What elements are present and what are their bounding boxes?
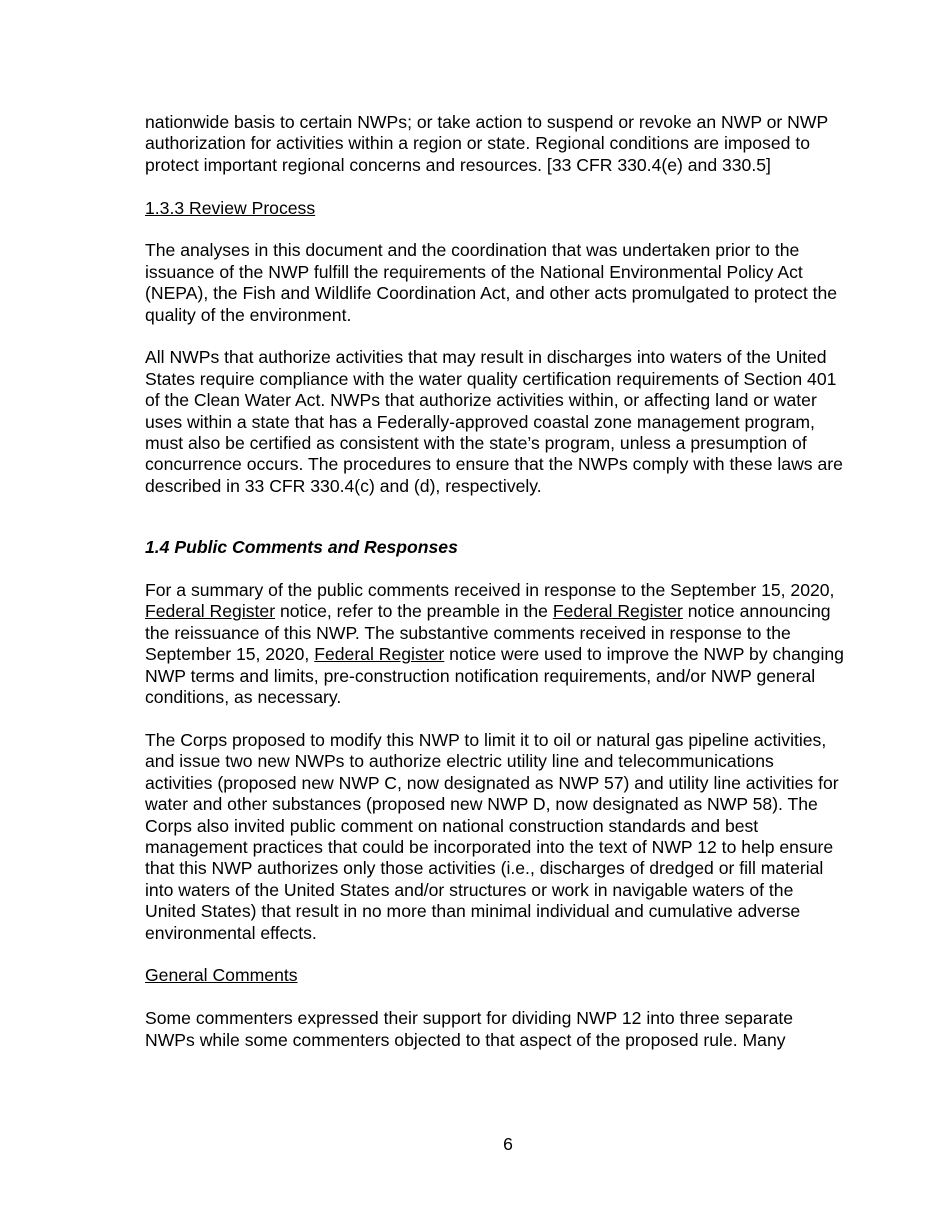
text-segment: notice, refer to the preamble in the (275, 601, 553, 622)
page-number: 6 (503, 1134, 513, 1154)
general-comments-paragraph: Some commenters expressed their support for dividing NWP 12 into three separate NWPs while some commenters objected to that aspect of the proposed rule. Many (145, 1008, 794, 1050)
subheading-general-comments: General Comments (145, 965, 298, 986)
review-paragraph-1: The analyses in this document and the coordination that was undertaken prior to the issuance of the NWP fulfill the requirements of the National Environmental Policy Act (NEPA), the Fish and Wildlife Coordination Act, and other acts promulgated to protect the quality of the environment. (145, 240, 838, 325)
document-body (145, 112, 845, 1051)
text-segment: For a summary of the public comments received in response to the September 15, 2020, (145, 580, 835, 601)
public-comments-paragraph-2: The Corps proposed to modify this NWP to limit it to oil or natural gas pipeline activities, and issue two new NWPs to authorize electric utility line and telecommunications activities (proposed new NWP C, now designated as NWP 57) and utility line activities for water and other substances (proposed new NWP D, now designated as NWP 58). The Corps also invited public comment on national construction standards and best management practices that could be incorporated into the text of NWP 12 to help ensure that this NWP authorizes only those activities (i.e., discharges of dredged or fill material into waters of the United States and/or structures or work in navigable waters of the United States) that result in no more than minimal individual and cumulative adverse environmental effects. (145, 729, 839, 943)
subheading-review-process: 1.3.3 Review Process (145, 197, 316, 218)
federal-register-ref: Federal Register (145, 601, 276, 622)
text-segment: notice announcing the reissuance of this NWP. The substantive comments received in response to the September 15, 2020, (145, 601, 831, 665)
text-segment: notice were used to improve the NWP by changing NWP terms and limits, pre-construction notification requirements, and/or NWP general conditions, as necessary. (145, 644, 844, 708)
federal-register-ref: Federal Register (314, 644, 445, 665)
public-comments-paragraph-1 (145, 580, 845, 708)
review-paragraph-2: All NWPs that authorize activities that may result in discharges into waters of the United States require compliance with the water quality certification requirements of Section 401 of the Clean Water Act. NWPs that authorize activities within, or affecting land or water uses within a state that has a Federally-approved coastal zone management program, must also be certified as consistent with the state’s program, unless a presumption of concurrence occurs. The procedures to ensure that the NWPs comply with these laws are described in 33 CFR 330.4(c) and (d), respectively. (145, 347, 843, 496)
federal-register-ref: Federal Register (552, 601, 683, 622)
section-heading-public-comments: 1.4 Public Comments and Responses (145, 537, 458, 558)
intro-paragraph: nationwide basis to certain NWPs; or take action to suspend or revoke an NWP or NWP authorization for activities within a region or state. Regional conditions are imposed to protect important regional concerns and resources. [33 CFR 330.4(e) and 330.5] (145, 112, 828, 175)
